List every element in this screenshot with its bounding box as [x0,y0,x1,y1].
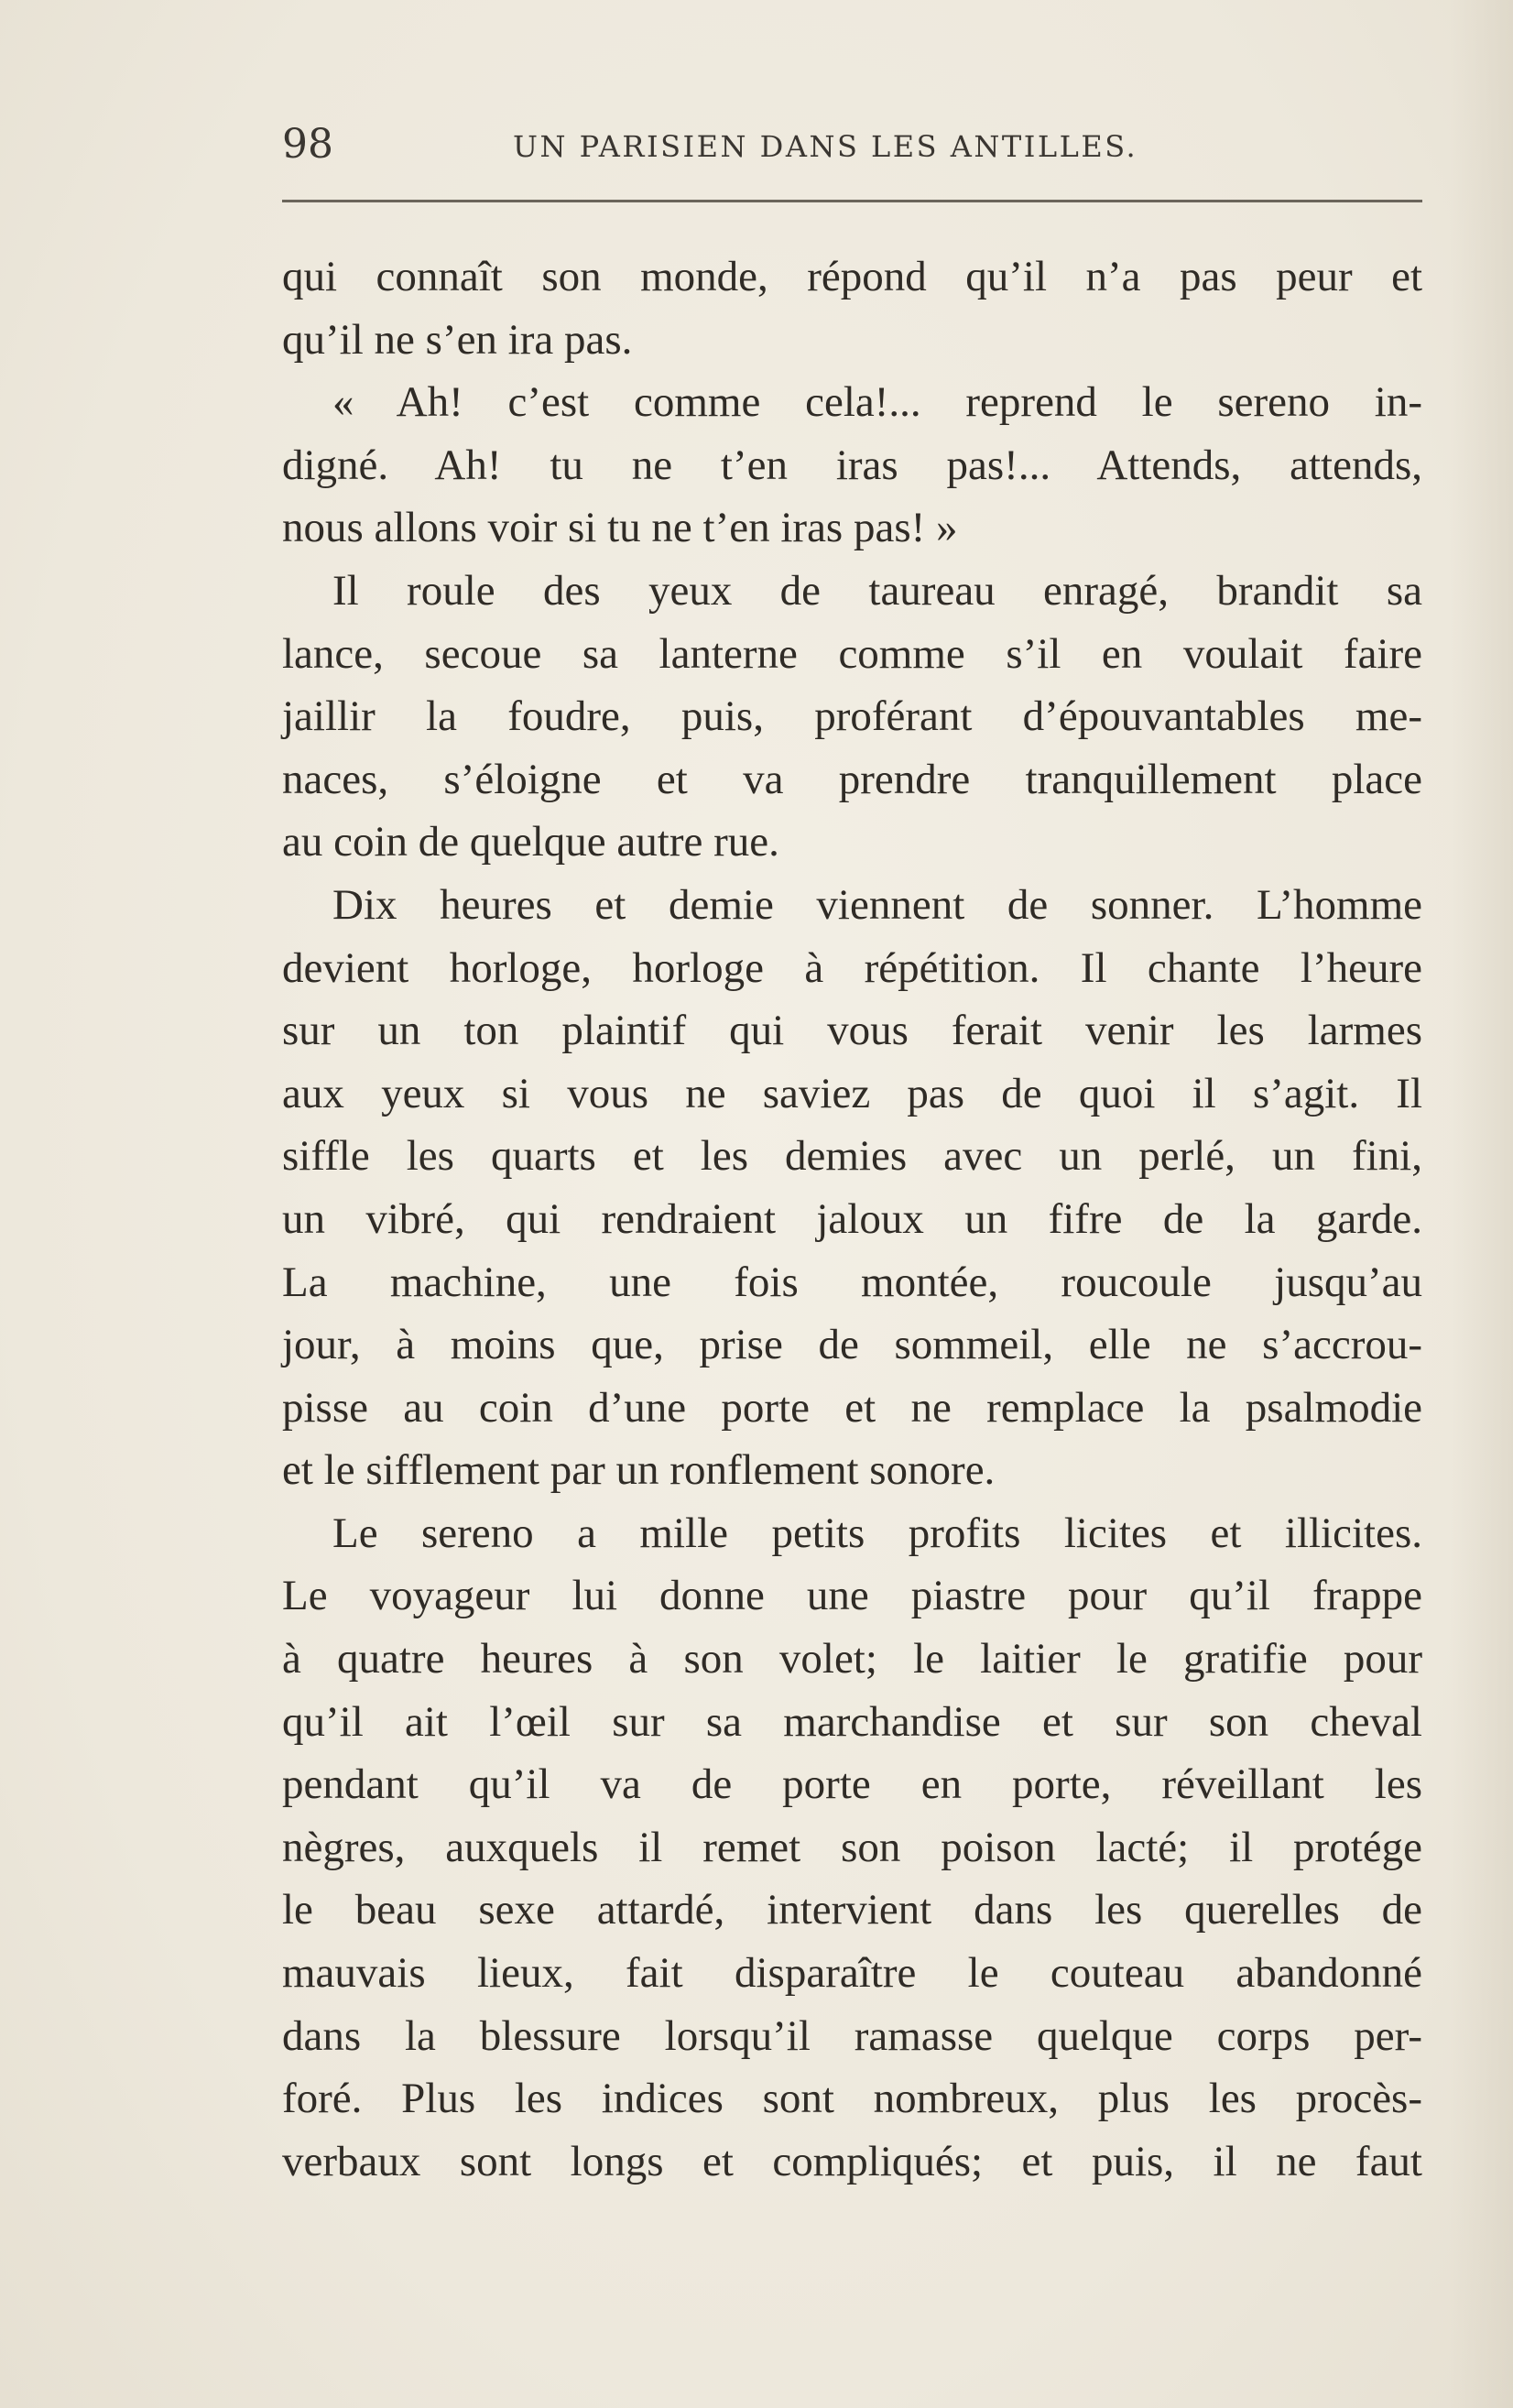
text-line: qu’il ait l’œil sur sa marchandise et sur son cheval [282,1697,1422,1746]
text-line: « Ah! c’est comme cela!... reprend le sereno in- [332,378,1422,427]
text-line: à quatre heures à son volet; le laitier le gratifie pour [282,1635,1422,1683]
text-line: siffle les quarts et les demies avec un perlé, un fini, [282,1132,1422,1181]
text-line: Le sereno a mille petits profits licites et illicites. [332,1509,1422,1557]
text-line: devient horloge, horloge à répétition. Il chante l’heure [282,943,1422,992]
text-line: qu’il ne s’en ira pas. [282,315,633,364]
text-line: sur un ton plaintif qui vous ferait venir les larmes [282,1007,1422,1055]
text-line: naces, s’éloigne et va prendre tranquillement place [282,755,1422,803]
text-line: pendant qu’il va de porte en porte, réveillant les [282,1760,1422,1809]
text-line: jour, à moins que, prise de sommeil, elle ne s’accrou- [282,1321,1422,1369]
text-line: Dix heures et demie viennent de sonner. L’homme [332,880,1422,929]
text-line: dans la blessure lorsqu’il ramasse quelque corps per- [282,2011,1422,2060]
header-rule [282,200,1422,202]
text-line: lance, secoue sa lanterne comme s’il en voulait faire [282,629,1422,678]
text-line: La machine, une fois montée, roucoule jusqu’au [282,1258,1422,1306]
text-line: digné. Ah! tu ne t’en iras pas!... Attends, attends, [282,441,1422,489]
text-line: verbaux sont longs et compliqués; et puis, il ne faut [282,2137,1422,2185]
running-title: UN PARISIEN DANS LES ANTILLES. [513,129,1138,164]
text-line: pisse au coin d’une porte et ne remplace la psalmodie [282,1383,1422,1432]
body-text [282,245,1422,2193]
text-line: nègres, auxquels il remet son poison lacté; il protége [282,1823,1422,1871]
page-gutter-shadow [1449,0,1513,2408]
page-number: 98 [282,121,333,168]
text-line: mauvais lieux, fait disparaître le couteau abandonné [282,1949,1422,1998]
text-line: un vibré, qui rendraient jaloux un fifre de la garde. [282,1194,1422,1243]
text-line: nous allons voir si tu ne t’en iras pas! » [282,504,958,552]
text-line: jaillir la foudre, puis, proférant d’épouvantables me- [282,692,1422,741]
text-line: foré. Plus les indices sont nombreux, plus les procès- [282,2075,1422,2123]
running-header [282,117,1422,172]
text-line: Il roule des yeux de taureau enragé, brandit sa [332,566,1422,615]
text-line: le beau sexe attardé, intervient dans les querelles de [282,1886,1422,1934]
text-line: Le voyageur lui donne une piastre pour qu’il frappe [282,1572,1422,1620]
text-line: et le sifflement par un ronflement sonore. [282,1446,996,1495]
text-line: qui connaît son monde, répond qu’il n’a pas peur et [282,253,1422,300]
text-line: aux yeux si vous ne saviez pas de quoi il s’agit. Il [282,1069,1422,1117]
text-line: au coin de quelque autre rue. [282,818,779,866]
